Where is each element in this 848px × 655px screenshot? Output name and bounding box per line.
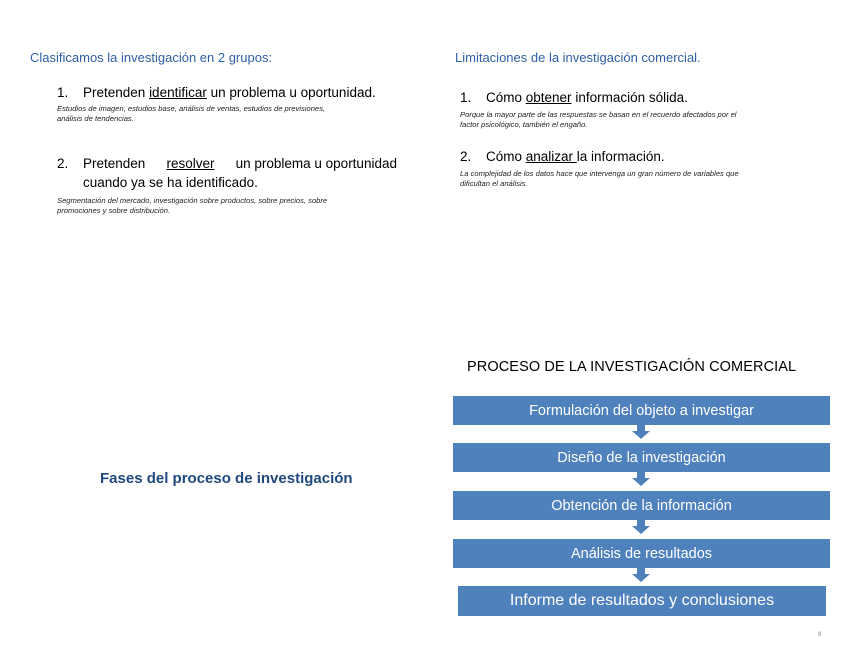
- process-step-5: Informe de resultados y conclusiones: [458, 586, 826, 616]
- item-text-post: la información.: [576, 149, 665, 164]
- process-step-3: Obtención de la información: [453, 491, 830, 520]
- process-title: PROCESO DE LA INVESTIGACIÓN COMERCIAL: [467, 359, 797, 375]
- note-line-2: dificultan el análisis.: [460, 178, 528, 188]
- item-text-post: un problema u oportunidad: [235, 156, 397, 171]
- note-line-1: Estudios de imagen, estudios base, análisis de ventas, estudios de previsiones,: [57, 104, 326, 113]
- item-text-pre: Cómo: [486, 90, 526, 105]
- item-keyword: identificar: [149, 85, 207, 100]
- item-keyword: resolver: [166, 156, 215, 171]
- left-item-1: [57, 83, 376, 102]
- right-heading: Limitaciones de la investigación comercial.: [455, 50, 701, 65]
- item-number: 2.: [460, 149, 472, 164]
- note-line-2: análisis de tendencias.: [57, 113, 134, 123]
- item-keyword: obtener: [525, 90, 572, 105]
- process-step-1: Formulación del objeto a investigar: [453, 396, 830, 425]
- note-line-2: factor psicológico, también el engaño.: [460, 119, 588, 129]
- item-text-line-2: cuando ya se ha identificado.: [83, 175, 258, 190]
- item-text-pre: Pretenden: [83, 85, 150, 100]
- right-item-2: [460, 147, 665, 166]
- item-number: 1.: [57, 85, 69, 100]
- left-heading: Clasificamos la investigación en 2 grupos:: [30, 50, 273, 65]
- page-number: 8: [818, 632, 822, 638]
- right-item-1-note: [460, 110, 737, 129]
- item-number: 1.: [460, 90, 472, 105]
- process-step-4: Análisis de resultados: [453, 539, 830, 568]
- item-text-post: información sólida.: [571, 90, 688, 105]
- item-text-post: un problema u oportunidad.: [206, 85, 376, 100]
- note-line-2: promociones y sobre distribución.: [57, 205, 171, 215]
- item-text-pre: Cómo: [486, 149, 526, 164]
- note-line-1: Segmentación del mercado, investigación sobre productos, sobre precios, sobre: [57, 196, 328, 205]
- right-item-1: [460, 88, 688, 107]
- fases-title: Fases del proceso de investigación: [100, 470, 353, 487]
- right-item-2-note: [460, 169, 739, 188]
- left-item-1-note: [57, 104, 325, 123]
- item-number: 2.: [57, 156, 69, 171]
- left-item-2-note: [57, 196, 327, 215]
- left-item-2: [57, 154, 397, 192]
- note-line-1: Porque la mayor parte de las respuestas se basan en el recuerdo afectados por el: [460, 110, 737, 119]
- process-step-2: Diseño de la investigación: [453, 443, 830, 472]
- note-line-1: La complejidad de los datos hace que intervenga un gran número de variables que: [460, 169, 739, 178]
- item-keyword: analizar: [525, 149, 577, 164]
- item-text-pre: Pretenden: [83, 156, 146, 171]
